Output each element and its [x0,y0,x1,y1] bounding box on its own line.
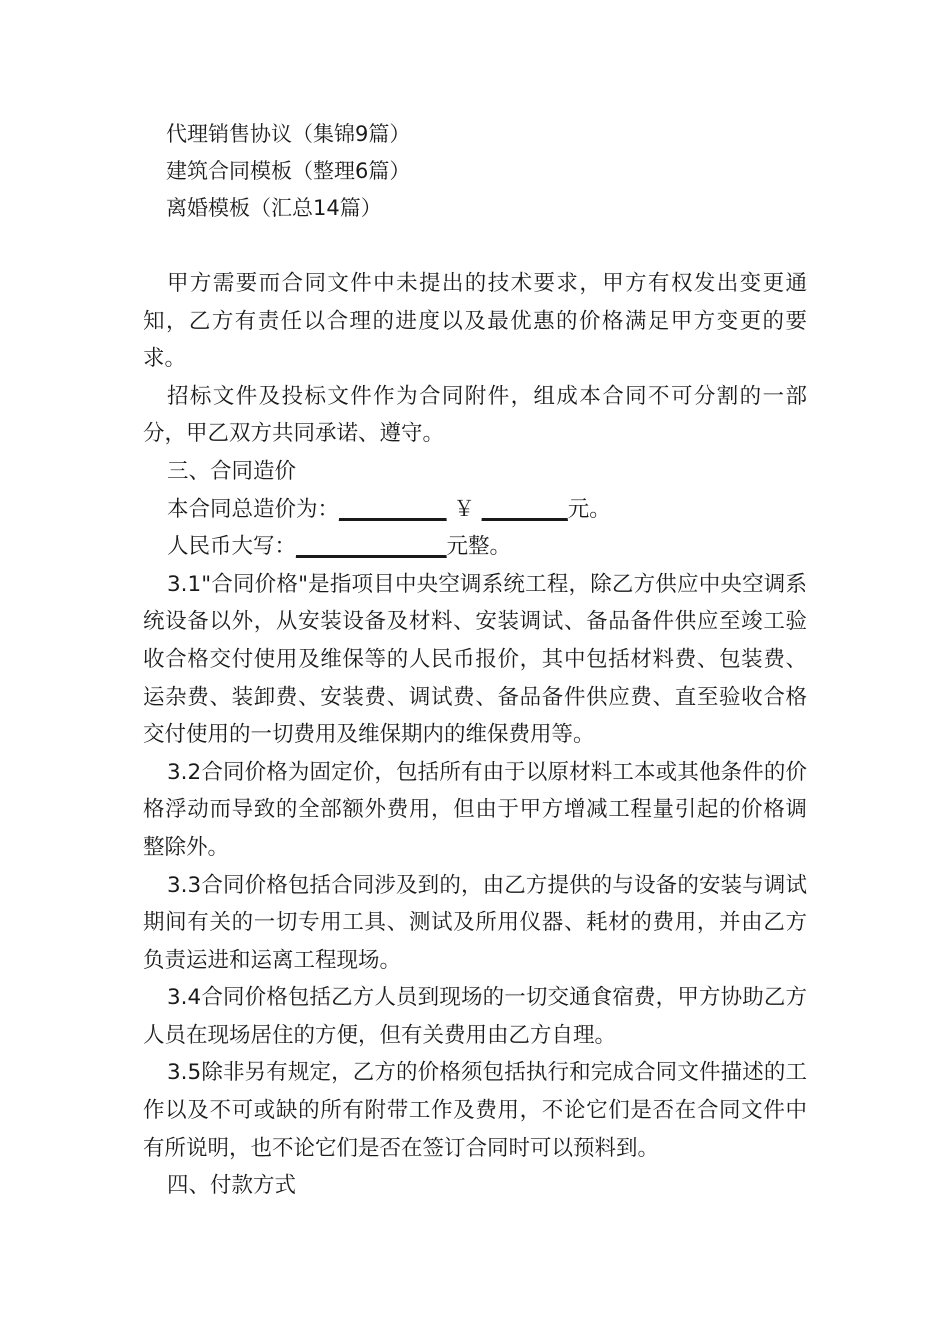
paragraph-change-requirements: 甲方需要而合同文件中未提出的技术要求，甲方有权发出变更通知，乙方有责任以合理的进度以及最优惠的价格满足甲方变更的要求。 [143,271,807,372]
rmb-uppercase-unit: 元整。 [446,534,512,560]
rmb-uppercase-label: 人民币大写： [167,534,297,560]
paragraph-3-3: 3.3合同价格包括合同涉及到的，由乙方提供的与设备的安装与调试期间有关的一切专用工具、测试及所用仪器、耗材的费用，并由乙方负责运进和运离工程现场。 [143,872,807,973]
total-price-unit: 元。 [567,496,611,522]
total-price-blank-2: ________ [481,496,568,522]
related-link-divorce-template[interactable]: 离婚模板（汇总14篇） [166,196,382,220]
paragraph-3-5: 3.5除非另有规定，乙方的价格须包括执行和完成合同文件描述的工作以及不可或缺的所有附带工作及费用，不论它们是否在合同文件中有所说明，也不论它们是否在签订合同时可以预料到。 [143,1060,807,1161]
paragraph-3-4: 3.4合同价格包括乙方人员到现场的一切交通食宿费，甲方协助乙方人员在现场居住的方便，但有关费用由乙方自理。 [143,985,807,1048]
paragraph-3-1: 3.1"合同价格"是指项目中央空调系统工程，除乙方供应中央空调系统设备以外，从安装设备及材料、安装调试、备品备件供应至竣工验收合格交付使用及维保等的人民币报价，其中包括材料费、包装费、运杂费、装卸费、安装费、调试费、备品备件供应费、直至验收合格交付使用的一切费用及维保期内的维保费用等。 [143,571,807,748]
paragraph-attachments: 招标文件及投标文件作为合同附件，组成本合同不可分割的一部分，甲乙双方共同承诺、遵守。 [143,383,807,447]
total-price-blank-1: __________ [339,496,447,522]
paragraph-3-2: 3.2合同价格为固定价，包括所有由于以原材料工本或其他条件的价格浮动而导致的全部额外费用，但由于甲方增减工程量引起的价格调整除外。 [143,759,807,860]
total-price-label: 本合同总造价为： [167,496,340,522]
total-price-line [143,491,807,529]
related-links [166,116,410,227]
section-heading-payment-method: 四、付款方式 [167,1173,297,1199]
related-link-construction-contract[interactable]: 建筑合同模板（整理6篇） [166,159,411,183]
currency-symbol: ￥ [446,496,482,522]
section-heading-contract-price: 三、合同造价 [167,458,297,484]
rmb-uppercase-line [143,528,807,566]
related-link-agency-agreement[interactable]: 代理销售协议（集锦9篇） [166,122,411,146]
contract-body [143,265,807,1205]
rmb-uppercase-blank: ______________ [296,534,447,560]
